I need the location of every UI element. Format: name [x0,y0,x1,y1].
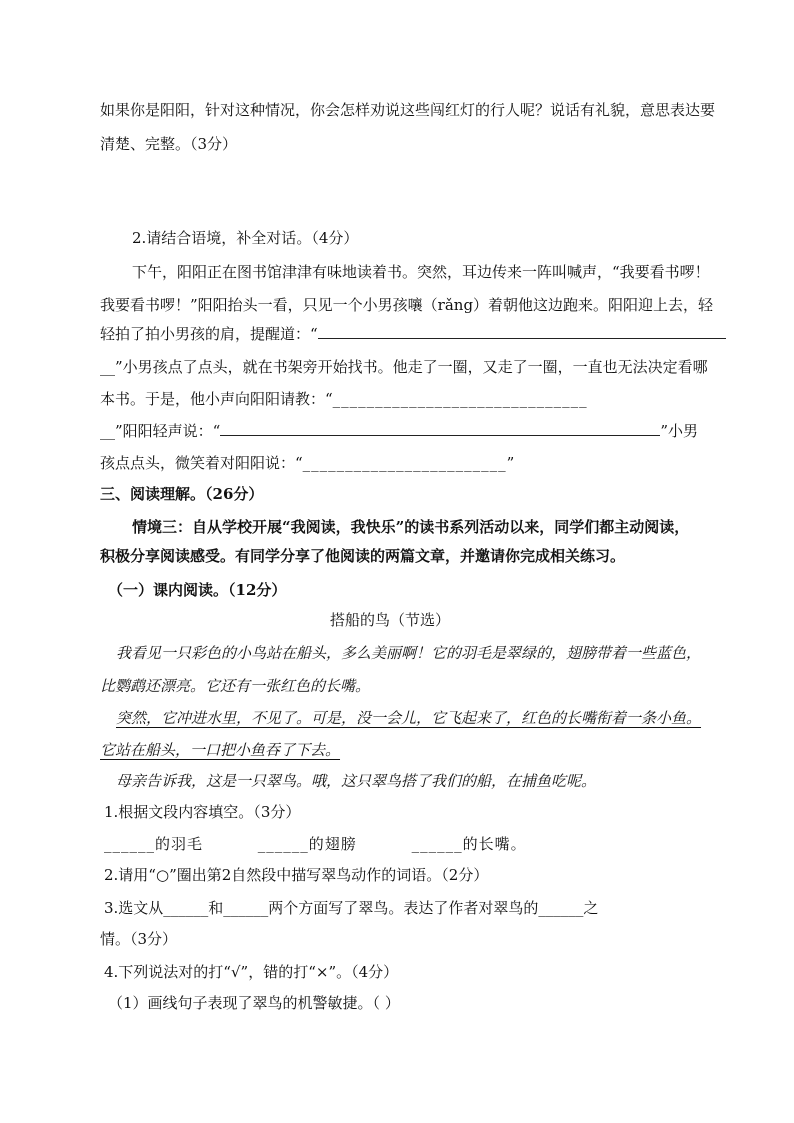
passage-line: 下午，阳阳正在图书馆津津有味地读着书。突然，耳边传来一阵叫喊声，“我要看书啰！ [132,263,710,281]
context-text: 情境三：自从学校开展“我阅读，我快乐”的读书系列活动以来，同学们都主动阅读， [132,518,690,536]
passage-line [100,389,588,409]
fill-blank[interactable]: ______的翅膀 [257,835,357,853]
answer-blank[interactable] [220,421,660,436]
fill-blank[interactable]: ______的羽毛 [104,835,204,853]
passage-line: __”小男孩点了点头，就在书架旁开始找书。他走了一圈，又走了一圈，一直也无法决定看哪 [100,358,708,376]
exercise-heading: 2.请用“○”圈出第2自然段中描写翠鸟动作的词语。（2分） [104,866,489,884]
section-heading: 三、阅读理解。（26分） [100,485,264,503]
reading-title: 搭船的鸟（节选） [330,611,451,629]
passage-line: 我要看书啰！”阳阳抬头一看，只见一个小男孩嚷（rǎng）着朝他这边跑来。阳阳迎上去，轻 [100,296,714,314]
underlined-sentence: 突然，它冲进水里，不见了。可是，没一会儿，它飞起来了，红色的长嘴衔着一条小鱼。 [116,709,702,727]
reading-line: 比鹦鹉还漂亮。它还有一张红色的长嘴。 [100,677,371,695]
fill-blank[interactable]: ______的长嘴。 [411,835,527,853]
passage-line [100,453,515,473]
passage-line [100,421,698,441]
answer-blank[interactable]: ______________________________ [332,390,588,408]
underlined-sentence: 它站在船头，一口把小鱼吞了下去。 [100,741,341,759]
subsection-heading: （一）课内阅读。（12分） [108,581,287,599]
passage-text: 本书。于是，他小声向阳阳请教：“ [100,390,333,408]
judgement-item[interactable]: （1）画线句子表现了翠鸟的机警敏捷。（ ） [108,994,400,1012]
reading-line: 母亲告诉我，这是一只翠鸟。哦，这只翠鸟搭了我们的船，在捕鱼吃呢。 [116,772,597,790]
passage-text: ”小男 [660,422,699,440]
question-text: 如果你是阳阳，针对这种情况，你会怎样劝说这些闯红灯的行人呢？说话有礼貌，意思表达要 [100,101,716,119]
exercise-heading: 1.根据文段内容填空。（3分） [104,803,301,821]
passage-text: 轻拍了拍小男孩的肩，提醒道：“ [100,325,318,343]
context-text: 积极分享阅读感受。有同学分享了他阅读的两篇文章，并邀请你完成相关练习。 [100,547,626,565]
fill-blank-row [104,834,527,854]
answer-blank[interactable] [318,324,726,339]
reading-line: 我看见一只彩色的小鸟站在船头，多么美丽啊！它的羽毛是翠绿的，翅膀带着一些蓝色， [116,644,702,662]
exercise-heading: 4.下列说法对的打“√”，错的打“×”。（4分） [104,963,399,981]
passage-line [100,324,726,344]
question-text: 清楚、完整。（3分） [100,135,238,153]
passage-text: __”阳阳轻声说：“ [100,422,221,440]
exercise-heading: 3.选文从______和______两个方面写了翠鸟。表达了作者对翠鸟的______之 [104,899,599,917]
passage-text: 孩点点头，微笑着对阳阳说：“ [100,454,303,472]
answer-blank[interactable]: ________________________” [302,454,516,472]
exercise-text: 情。（3分） [100,930,178,948]
question-heading: 2.请结合语境，补全对话。（4分） [132,229,359,247]
